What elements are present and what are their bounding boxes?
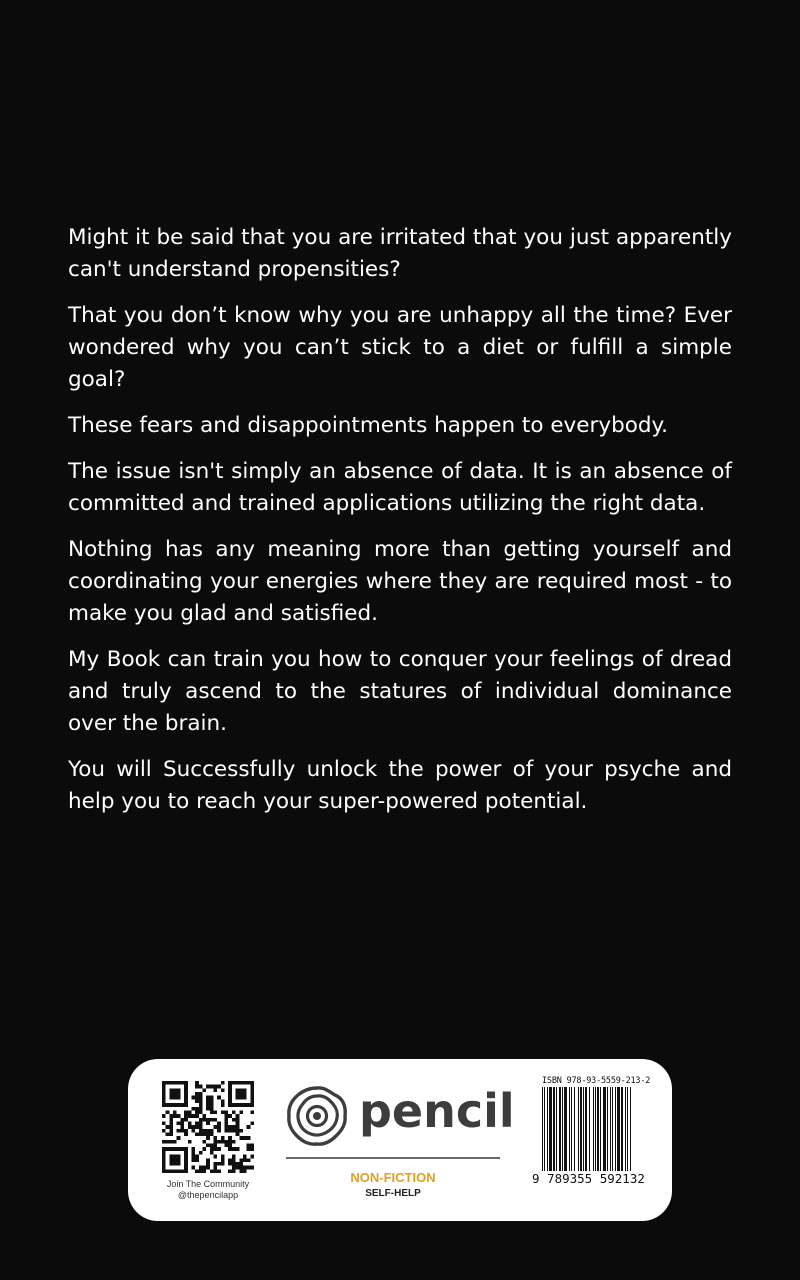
barcode-icon xyxy=(542,1087,646,1171)
divider xyxy=(286,1157,500,1159)
qr-caption xyxy=(144,1179,272,1201)
barcode-digits: 9 789355 592132 xyxy=(532,1171,645,1186)
publisher-panel xyxy=(128,1059,672,1221)
isbn-label: ISBN 978-93-5559-213-2 xyxy=(542,1076,651,1086)
blurb-paragraph-2: That you don’t know why you are unhappy all the time? Ever wondered why you can’t stick to a diet or fulfill a simple goal? xyxy=(68,303,732,392)
brand-name: pencil xyxy=(359,1084,515,1138)
blurb-paragraph-6: My Book can train you how to conquer your feelings of dread and truly ascend to the statures of individual dominance over the brain. xyxy=(68,647,732,736)
blurb-paragraph-5: Nothing has any meaning more than getting yourself and coordinating your energies where they are required most - to make you glad and satisfied. xyxy=(68,537,732,626)
blurb-text xyxy=(68,222,732,832)
genre-label: NON-FICTION xyxy=(350,1170,436,1185)
qr-caption-line2: @thepencilapp xyxy=(177,1190,239,1200)
blurb-paragraph-1: Might it be said that you are irritated that you just apparently can't understand propensities? xyxy=(68,225,732,282)
pencil-logo-icon xyxy=(286,1085,348,1147)
subgenre-label: SELF-HELP xyxy=(365,1188,421,1199)
blurb-paragraph-7: You will Successfully unlock the power of your psyche and help you to reach your super-powered potential. xyxy=(68,757,732,814)
qr-code-icon[interactable] xyxy=(162,1081,254,1173)
blurb-paragraph-4: The issue isn't simply an absence of data. It is an absence of committed and trained applications utilizing the right data. xyxy=(68,459,732,516)
qr-caption-line1: Join The Community xyxy=(166,1179,250,1189)
blurb-paragraph-3: These fears and disappointments happen to everybody. xyxy=(68,413,669,438)
